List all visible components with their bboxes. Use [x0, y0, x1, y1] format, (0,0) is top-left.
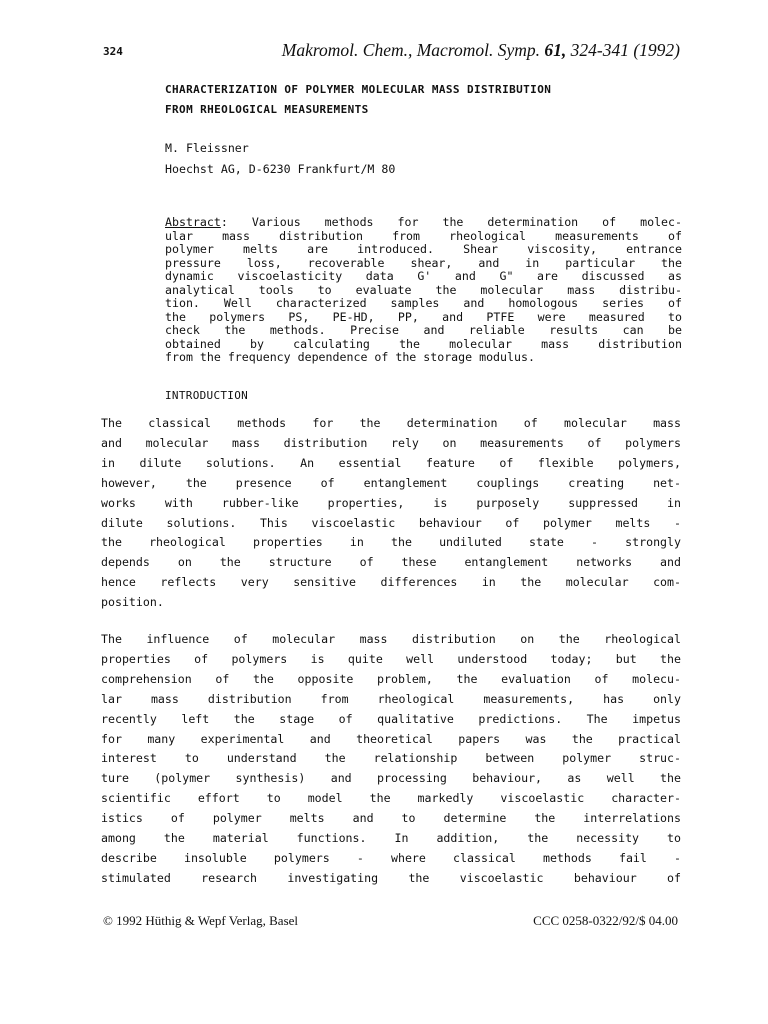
author-name: M. Fleissner: [165, 141, 249, 155]
body-paragraph: [101, 414, 681, 613]
journal-name: Makromol. Chem., Macromol. Symp.: [281, 40, 541, 60]
paragraph-line: in dilute solutions. An essential feature of flexible polymers,: [101, 455, 681, 470]
section-heading: INTRODUCTION: [165, 389, 249, 402]
paragraph-line: among the material functions. In addition, the necessity to: [101, 831, 681, 846]
paragraph-line: position.: [101, 595, 164, 610]
paragraph-line: interest to understand the relationship between polymer struc-: [101, 751, 681, 766]
abstract-line: analytical tools to evaluate the molecular mass distribu-: [165, 282, 682, 297]
paragraph-line: for many experimental and theoretical papers was the practical: [101, 731, 681, 746]
paragraph-line: however, the presence of entanglement couplings creating net-: [101, 475, 681, 490]
abstract-label: Abstract: [165, 215, 221, 229]
abstract-line: obtained by calculating the molecular mass distribution: [165, 336, 682, 351]
footer-code: CCC 0258-0322/92/$ 04.00: [533, 913, 678, 928]
abstract-line: ular mass distribution from rheological measurements of: [165, 228, 682, 243]
abstract-line: dynamic viscoelasticity data G' and G" are discussed as: [165, 269, 682, 283]
journal-citation: [282, 40, 680, 61]
abstract-first-line: : Various methods for the determination of molec-: [220, 215, 682, 229]
paragraph-line: comprehension of the opposite problem, the evaluation of molecu-: [101, 671, 681, 686]
paragraph-line: stimulated research investigating the viscoelastic behaviour of: [101, 870, 681, 885]
abstract-line: tion. Well characterized samples and homologous series of: [165, 296, 682, 310]
paragraph-line: scientific effort to model the markedly viscoelastic character-: [101, 791, 681, 806]
paragraph-line: and molecular mass distribution rely on measurements of polymers: [101, 435, 681, 450]
paragraph-line: describe insoluble polymers - where classical methods fail -: [101, 850, 681, 865]
author-block: [165, 138, 395, 180]
paper-title: [165, 80, 695, 120]
paragraph-line: the rheological properties in the undiluted state - strongly: [101, 535, 681, 550]
abstract: [165, 216, 682, 365]
footer-copyright: © 1992 Hüthig & Wepf Verlag, Basel: [103, 913, 299, 928]
title-line: CHARACTERIZATION OF POLYMER MOLECULAR MASS DISTRIBUTION: [165, 83, 552, 96]
paragraph-line: works with rubber-like properties, is purposely suppressed in: [101, 495, 681, 510]
abstract-line: [165, 216, 682, 230]
abstract-line: pressure loss, recoverable shear, and in particular the: [165, 255, 682, 270]
abstract-line: the polymers PS, PE-HD, PP, and PTFE were measured to: [165, 309, 682, 324]
paragraph-line: ture (polymer synthesis) and processing behaviour, as well the: [101, 771, 681, 786]
title-line: FROM RHEOLOGICAL MEASUREMENTS: [165, 103, 369, 116]
paragraph-line: istics of polymer melts and to determine the interrelations: [101, 811, 681, 826]
paragraph-line: properties of polymers is quite well understood today; but the: [101, 651, 681, 666]
paragraph-line: hence reflects very sensitive differences in the molecular com-: [101, 575, 681, 590]
paragraph-line: lar mass distribution from rheological measurements, has only: [101, 691, 681, 706]
journal-pages-year: 324-341 (1992): [570, 40, 680, 60]
journal-volume: 61,: [544, 40, 567, 60]
page-number: 324: [103, 45, 123, 58]
abstract-line: polymer melts are introduced. Shear viscosity, entrance: [165, 242, 682, 256]
abstract-line: from the frequency dependence of the storage modulus.: [165, 350, 535, 364]
paragraph-line: The influence of molecular mass distribution on the rheological: [101, 632, 681, 646]
body-paragraph: [101, 630, 681, 889]
abstract-line: check the methods. Precise and reliable results can be: [165, 323, 682, 337]
paragraph-line: dilute solutions. This viscoelastic behaviour of polymer melts -: [101, 515, 681, 530]
paragraph-line: recently left the stage of qualitative predictions. The impetus: [101, 711, 681, 726]
author-affiliation: Hoechst AG, D-6230 Frankfurt/M 80: [165, 162, 396, 176]
paragraph-line: depends on the structure of these entanglement networks and: [101, 555, 681, 570]
paragraph-line: The classical methods for the determination of molecular mass: [101, 416, 681, 430]
